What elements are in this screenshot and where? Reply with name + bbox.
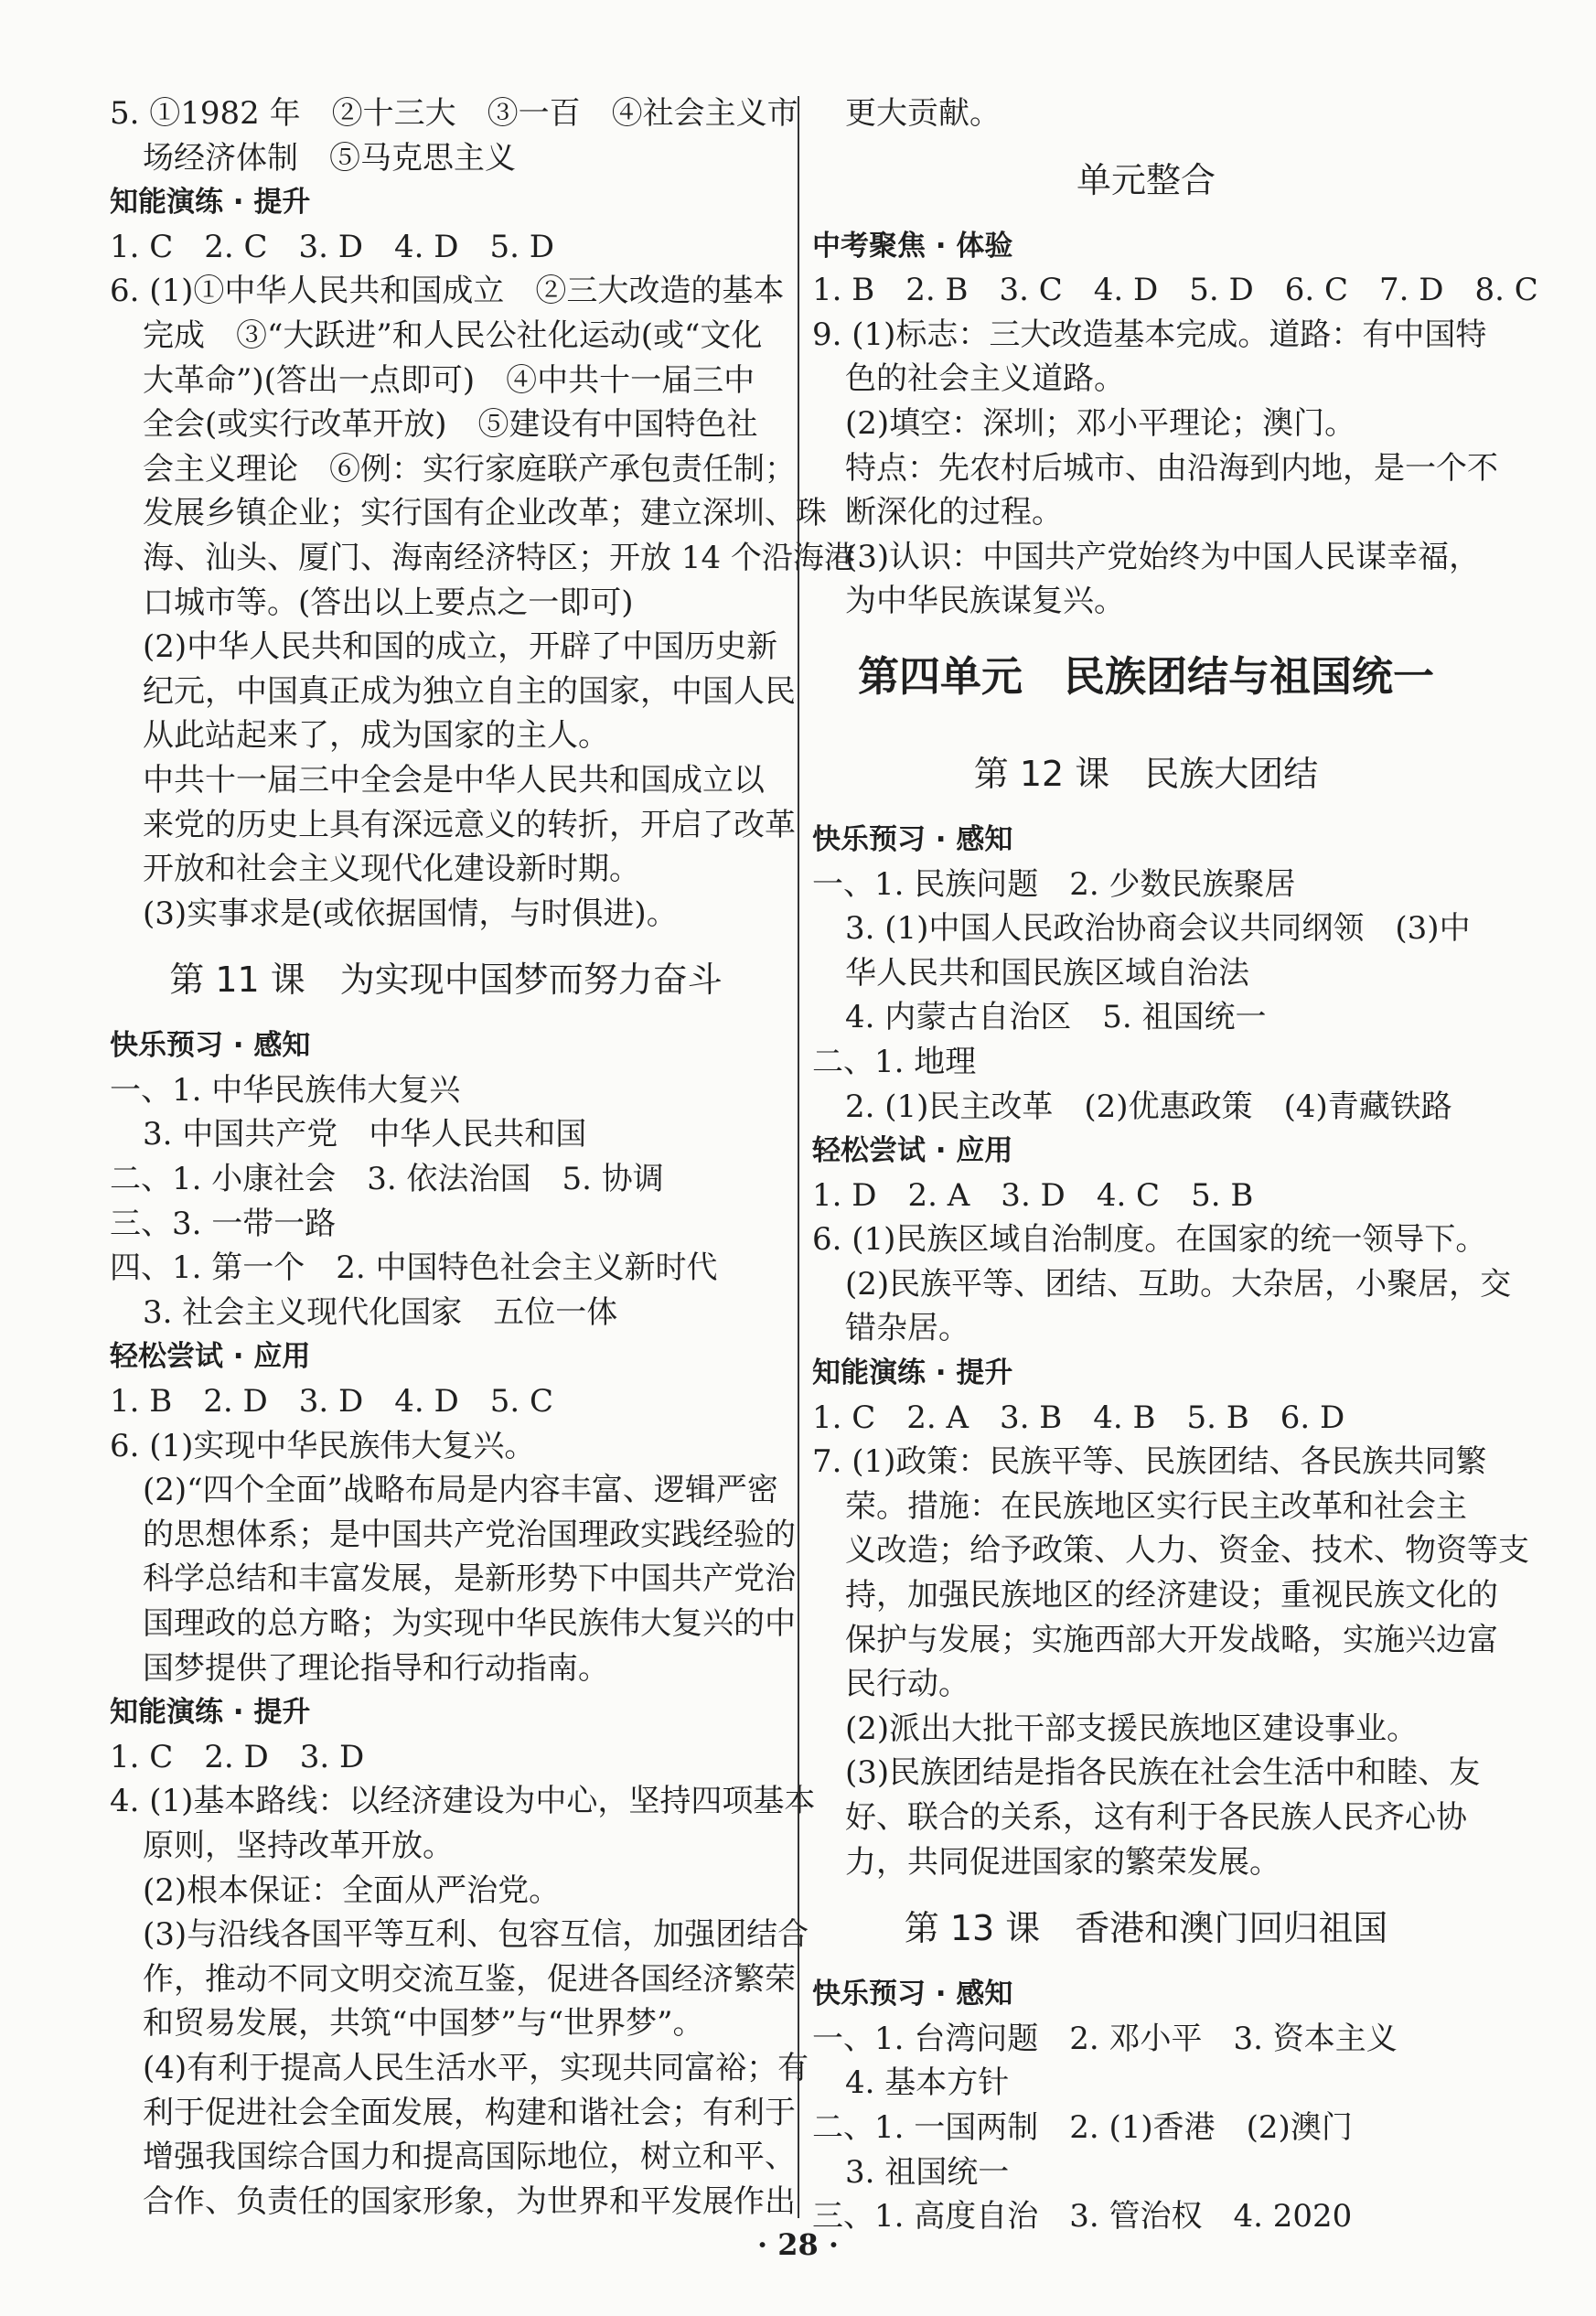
answer-line: 一、1. 台湾问题 2. 邓小平 3. 资本主义 [812, 2020, 1398, 2057]
answer-line: 原则，坚持改革开放。 [143, 1827, 454, 1864]
lesson-title: 第 12 课 民族大团结 [973, 753, 1319, 794]
answer-line: 口城市等。(答出以上要点之一即可) [143, 584, 634, 621]
answer-line: (3)民族团结是指各民族在社会生活中和睦、友 [845, 1754, 1481, 1792]
section-heading: 快乐预习 · 感知 [110, 1029, 311, 1063]
answer-line: 开放和社会主义现代化建设新时期。 [143, 851, 640, 888]
answer-line: 海、汕头、厦门、海南经济特区；开放 14 个沿海港 [143, 539, 855, 576]
section-heading: 中考聚焦 · 体验 [812, 229, 1013, 263]
answer-line: 为中华民族谋复兴。 [845, 583, 1125, 620]
answer-line: 好、联合的关系，这有利于各民族人民齐心协 [845, 1799, 1467, 1836]
answer-line: 3. 中国共产党 中华人民共和国 [143, 1116, 587, 1153]
answer-line: 从此站起来了，成为国家的主人。 [143, 717, 609, 755]
answer-line: 4. (1)基本路线：以经济建设为中心，坚持四项基本 [110, 1783, 816, 1820]
answer-line: 1. B 2. B 3. C 4. D 5. D 6. C 7. D 8. C [812, 272, 1538, 309]
answer-line: (4)有利于提高人民生活水平，实现共同富裕；有 [143, 2049, 809, 2086]
answer-line: 1. C 2. A 3. B 4. B 5. B 6. D [812, 1399, 1345, 1436]
answer-line: 科学总结和丰富发展，是新形势下中国共产党治 [143, 1560, 796, 1598]
answer-line: 3. 社会主义现代化国家 五位一体 [143, 1293, 618, 1331]
answer-line: 中共十一届三中全会是中华人民共和国成立以 [143, 761, 765, 799]
answer-line: 断深化的过程。 [845, 494, 1063, 531]
answer-line: 发展乡镇企业；实行国有企业改革；建立深圳、珠 [143, 495, 827, 532]
unit-title: 第四单元 民族团结与祖国统一 [857, 651, 1434, 701]
answer-line: 特点：先农村后城市、由沿海到内地，是一个不 [845, 449, 1498, 487]
answer-line: 5. ①1982 年 ②十三大 ③一百 ④社会主义市 [110, 95, 798, 132]
section-heading: 轻松尝试 · 应用 [812, 1134, 1013, 1168]
answer-line: (2)填空：深圳；邓小平理论；澳门。 [845, 404, 1356, 442]
answer-line: 增强我国综合国力和提高国际地位，树立和平、 [143, 2139, 796, 2176]
answer-line: 6. (1)民族区域自治制度。在国家的统一领导下。 [812, 1221, 1487, 1259]
answer-line: 作，推动不同文明交流互鉴，促进各国经济繁荣 [143, 1960, 796, 1998]
answer-line: 7. (1)政策：民族平等、民族团结、各民族共同繁 [812, 1443, 1487, 1481]
answer-line: 持，加强民族地区的经济建设；重视民族文化的 [845, 1577, 1498, 1614]
left-column [110, 91, 855, 2224]
section-heading: 知能演练 · 提升 [812, 1356, 1013, 1390]
answer-line: 2. (1)民主改革 (2)优惠政策 (4)青藏铁路 [845, 1088, 1452, 1125]
answer-line: (3)与沿线各国平等互利、包容互信，加强团结合 [143, 1916, 809, 1954]
lesson-title: 第 13 课 香港和澳门回归祖国 [904, 1908, 1388, 1949]
answer-line: 更大贡献。 [845, 95, 1001, 132]
answer-line: 的思想体系；是中国共产党治国理政实践经验的 [143, 1516, 796, 1553]
answer-line: 场经济体制 ⑤马克思主义 [143, 139, 516, 177]
section-heading: 知能演练 · 提升 [110, 1696, 311, 1730]
page-number: · 28 · [756, 2227, 840, 2262]
answer-line: 民行动。 [845, 1666, 969, 1703]
answer-line: 和贸易发展，共筑“中国梦”与“世界梦”。 [143, 2005, 704, 2043]
answer-line: 9. (1)标志：三大改造基本完成。道路：有中国特 [812, 316, 1487, 353]
answer-line: (3)实事求是(或依据国情，与时俱进)。 [143, 895, 678, 932]
answer-line: 4. 内蒙古自治区 5. 祖国统一 [845, 999, 1267, 1036]
answer-line: 完成 ③“大跃进”和人民公社化运动(或“文化 [143, 316, 763, 354]
answer-line: 一、1. 民族问题 2. 少数民族聚居 [812, 865, 1296, 903]
right-column [812, 91, 1538, 2239]
answer-line: (3)认识：中国共产党始终为中国人民谋幸福， [845, 538, 1481, 575]
answer-line: 华人民共和国民族区域自治法 [845, 954, 1249, 992]
answer-line: 1. C 2. D 3. D [110, 1738, 365, 1775]
answer-line: 四、1. 第一个 2. 中国特色社会主义新时代 [110, 1249, 718, 1287]
answer-line: 国梦提供了理论指导和行动指南。 [143, 1649, 609, 1687]
answer-line: 义改造；给予政策、人力、资金、技术、物资等支 [845, 1532, 1529, 1570]
answer-line: 合作、负责任的国家形象，为世界和平发展作出 [143, 2182, 796, 2220]
answer-line: 纪元，中国真正成为独立自主的国家，中国人民 [143, 672, 796, 710]
answer-line: 错杂居。 [845, 1310, 969, 1347]
answer-line: 利于促进社会全面发展，构建和谐社会；有利于 [143, 2094, 796, 2131]
answer-line: 1. B 2. D 3. D 4. D 5. C [110, 1383, 554, 1421]
lesson-title: 第 11 课 为实现中国梦而努力奋斗 [169, 960, 723, 1001]
answer-line: 色的社会主义道路。 [845, 360, 1125, 398]
answer-line: 6. (1)实现中华民族伟大复兴。 [110, 1427, 536, 1464]
answer-line: 大革命”)(答出一点即可) ④中共十一届三中 [143, 361, 755, 399]
answer-line: 1. D 2. A 3. D 4. C 5. B [812, 1176, 1254, 1214]
answer-line: 荣。措施：在民族地区实行民主改革和社会主 [845, 1487, 1467, 1525]
answer-line: 会主义理论 ⑥例：实行家庭联产承包责任制； [143, 450, 796, 488]
answer-line: 保护与发展；实施西部大开发战略，实施兴边富 [845, 1621, 1498, 1658]
answer-line: 国理政的总方略；为实现中华民族伟大复兴的中 [143, 1605, 796, 1642]
answer-line: 二、1. 地理 [812, 1043, 977, 1080]
answer-line: (2)民族平等、团结、互助。大杂居，小聚居，交 [845, 1265, 1512, 1303]
answer-line: 全会(或实行改革开放) ⑤建设有中国特色社 [143, 406, 758, 444]
answer-line: 二、1. 小康社会 3. 依法治国 5. 协调 [110, 1161, 664, 1198]
section-heading: 轻松尝试 · 应用 [110, 1340, 311, 1374]
answer-line: (2)根本保证：全面从严治党。 [143, 1871, 561, 1909]
answer-line: 二、1. 一国两制 2. (1)香港 (2)澳门 [812, 2108, 1353, 2146]
section-heading: 知能演练 · 提升 [110, 186, 311, 220]
section-heading: 快乐预习 · 感知 [812, 1978, 1013, 2011]
answer-line: 1. C 2. C 3. D 4. D 5. D [110, 228, 555, 265]
answer-line: (2)“四个全面”战略布局是内容丰富、逻辑严密 [143, 1472, 778, 1509]
answer-line: 三、3. 一带一路 [110, 1205, 337, 1242]
answer-line: (2)中华人民共和国的成立，开辟了中国历史新 [143, 628, 778, 666]
column-divider [798, 96, 799, 2218]
answer-line: 一、1. 中华民族伟大复兴 [110, 1071, 461, 1109]
lesson-title: 单元整合 [1076, 159, 1216, 200]
answer-line: 3. 祖国统一 [845, 2153, 1010, 2191]
answer-line: 3. (1)中国人民政治协商会议共同纲领 (3)中 [845, 910, 1471, 948]
answer-line: 来党的历史上具有深远意义的转折，开启了改革 [143, 806, 796, 843]
answer-line: (2)派出大批干部支援民族地区建设事业。 [845, 1710, 1419, 1747]
section-heading: 快乐预习 · 感知 [812, 822, 1013, 856]
answer-line: 三、1. 高度自治 3. 管治权 4. 2020 [812, 2198, 1353, 2236]
answer-line: 4. 基本方针 [845, 2064, 1010, 2102]
answer-line: 6. (1)①中华人民共和国成立 ②三大改造的基本 [110, 273, 785, 310]
answer-line: 力，共同促进国家的繁荣发展。 [845, 1843, 1280, 1881]
